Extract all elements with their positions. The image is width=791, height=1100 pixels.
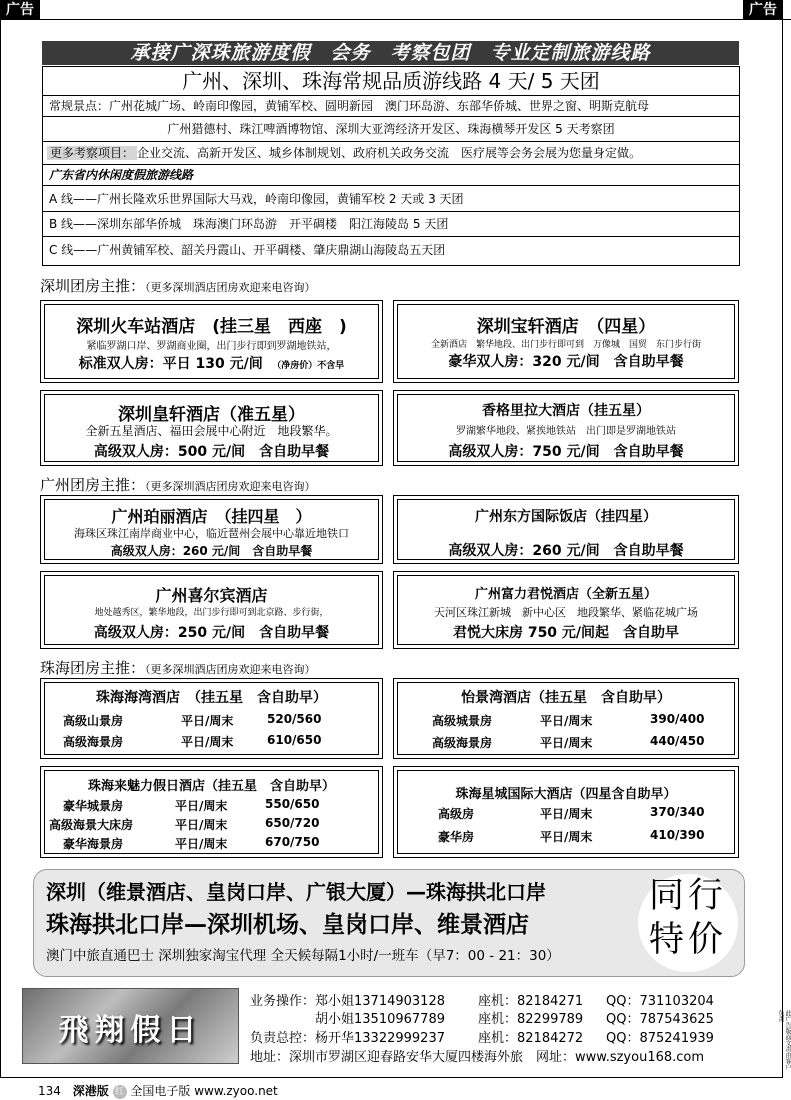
room-days: 平日/周末 bbox=[540, 714, 593, 728]
hotel-card-sz2 bbox=[393, 300, 739, 383]
room-type: 高级山景房 bbox=[63, 714, 124, 728]
contact-role-3: 负责总控：杨开华13322999237 bbox=[250, 1031, 445, 1046]
edition-label: 深港版 bbox=[72, 1084, 109, 1098]
room-price: 410/390 bbox=[650, 828, 705, 842]
badge-line-2: 特价 bbox=[648, 920, 727, 960]
company-logo bbox=[22, 988, 239, 1064]
room-days: 平日/周末 bbox=[175, 837, 228, 851]
hotel-price bbox=[45, 353, 378, 373]
side-disclaimer: 此广告版面文责由客户负责 bbox=[777, 1010, 791, 1070]
hotel-price-text: 标准双人房：平日 130 元/间 bbox=[78, 356, 263, 372]
hotel-name: 广州珀丽酒店 （挂四星 ） bbox=[111, 507, 312, 526]
room-price: 370/340 bbox=[650, 805, 705, 819]
room-price: 550/650 bbox=[265, 797, 320, 811]
room-days: 平日/周末 bbox=[181, 714, 234, 728]
hotel-name: 深圳宝轩酒店 （四星） bbox=[476, 317, 656, 337]
room-price: 650/720 bbox=[265, 816, 320, 830]
promo-detail: 澳门中旅直通巴士 深圳独家淘宝代理 全天候每隔1小时/一班车（早7：00 - 21：30） bbox=[46, 948, 560, 964]
room-type: 高级城景房 bbox=[432, 714, 493, 728]
inspection-tour: 广州猎德村、珠江啤酒博物馆、深圳大亚湾经济开发区、珠海横琴开发区 5 天考察团 bbox=[43, 117, 739, 142]
contact-role-1: 业务操作：郑小姐13714903128 bbox=[250, 994, 445, 1009]
promo-route-2: 珠海拱北口岸—深圳机场、皇岗口岸、维景酒店 bbox=[46, 912, 529, 938]
hotel-price-note: （净房价）不含早 bbox=[276, 361, 345, 371]
page-footer bbox=[38, 1082, 278, 1099]
hotel-desc: 全新酒店 繁华地段、出门步行即可到 万像城 国贸 东门步行街 bbox=[430, 340, 701, 350]
section-title: 珠海团房主推： bbox=[40, 659, 146, 677]
hotel-name: 怡景湾酒店（挂五星 含自助早） bbox=[461, 690, 671, 706]
hotel-name: 香格里拉大酒店（挂五星） bbox=[482, 403, 650, 419]
room-days: 平日/周末 bbox=[540, 830, 593, 844]
room-price: 670/750 bbox=[265, 835, 320, 849]
hotel-card-zh2 bbox=[393, 678, 739, 759]
section-subtitle: （更多深圳酒店团房欢迎来电咨询） bbox=[145, 480, 316, 493]
more-inspection bbox=[43, 142, 739, 165]
badge-line-1: 同行 bbox=[648, 876, 727, 916]
hotel-desc: 紧临罗湖口岸、罗湖商业圈，出门步行即到罗湖地铁站， bbox=[86, 341, 337, 352]
hotel-desc: 天河区珠江新城 新中心区 地段繁华、紧临花城广场 bbox=[434, 606, 698, 619]
room-price: 520/560 bbox=[267, 712, 322, 726]
special-price-badge bbox=[638, 874, 738, 972]
hotel-name: 珠海来魅力假日酒店（挂五星 含自助早） bbox=[87, 779, 335, 794]
more-inspection-text: 企业交流、高新开发区、城乡体制规划、政府机关政务交流 医疗展等会务会展为您量身定做。 bbox=[137, 146, 642, 160]
hotel-price: 高级双人房：260 元/间 含自助早餐 bbox=[448, 543, 684, 559]
room-price: 610/650 bbox=[267, 733, 322, 747]
shuttle-promo bbox=[33, 869, 745, 977]
contact-phone-2: 座机：82299789 bbox=[478, 1012, 584, 1027]
hotel-price: 高级双人房：500 元/间 含自助早餐 bbox=[93, 444, 330, 460]
hotel-name: 深圳皇轩酒店（准五星） bbox=[118, 405, 305, 425]
contact-phone-3: 座机：82184272 bbox=[478, 1031, 584, 1046]
room-type: 豪华城景房 bbox=[63, 799, 124, 813]
hotel-desc: 地处越秀区，繁华地段，出门步行即可到北京路、步行街， bbox=[94, 608, 329, 618]
hotel-card-zh4 bbox=[393, 766, 739, 858]
hotel-price: 高级双人房：250 元/间 含自助早餐 bbox=[93, 625, 330, 641]
tour-info-box bbox=[42, 66, 740, 266]
room-type: 高级房 bbox=[438, 807, 475, 821]
hotel-desc: 罗湖繁华地段、紧挨地铁站 出门即是罗湖地铁站 bbox=[456, 426, 676, 437]
hotel-card-gz3 bbox=[40, 571, 383, 649]
hotel-card-zh3 bbox=[40, 766, 383, 858]
hotel-name: 广州喜尔宾酒店 bbox=[155, 586, 268, 605]
hotel-name: 广州富力君悦酒店（全新五星） bbox=[474, 587, 657, 602]
route-line-a: A 线——广州长隆欢乐世界国际大马戏，岭南印像园，黄铺军校 2 天或 3 天团 bbox=[43, 187, 739, 212]
hotel-name: 深圳火车站酒店 (挂三星 西座 ) bbox=[76, 317, 347, 337]
section-shenzhen bbox=[40, 275, 316, 296]
contact-qq-1: QQ：731103204 bbox=[606, 994, 714, 1009]
page-number: 134 bbox=[38, 1084, 61, 1098]
room-price: 390/400 bbox=[650, 712, 705, 726]
section-guangzhou bbox=[40, 474, 316, 495]
room-days: 平日/周末 bbox=[175, 799, 228, 813]
route-line-b: B 线——深圳东部华侨城 珠海澳门环岛游 开平碉楼 阳江海陵岛 5 天团 bbox=[43, 212, 739, 237]
route-line-c: C 线——广州黄铺军校、韶关丹霞山、开平碉楼、肇庆鼎湖山海陵岛五天团 bbox=[49, 243, 446, 257]
hotel-name: 广州东方国际饭店（挂四星） bbox=[475, 509, 657, 525]
right-rule bbox=[782, 0, 783, 1078]
section-zhuhai bbox=[40, 657, 316, 678]
section-subtitle: （更多深圳酒店团房欢迎来电咨询） bbox=[145, 663, 316, 676]
hotel-name: 珠海星城国际大酒店（四星含自助早） bbox=[455, 787, 677, 802]
hotel-card-gz4 bbox=[393, 571, 739, 649]
contact-address: 地址：深圳市罗湖区迎春路安华大厦四楼海外旅 网址：www.szyou168.com bbox=[250, 1050, 705, 1065]
room-type: 豪华房 bbox=[438, 830, 475, 844]
service-banner: 承接广深珠旅游度假 会务 考察包团 专业定制旅游线路 bbox=[42, 41, 739, 65]
hotel-name: 珠海海湾酒店 （挂五星 含自助早） bbox=[96, 690, 327, 706]
contact-phone-1: 座机：82184271 bbox=[478, 994, 584, 1009]
regular-sights: 常规景点：广州花城广场、岭南印像园，黄铺军校、圆明新园 澳门环岛游、东部华侨城、世界之窗、明斯克航母 bbox=[43, 96, 739, 117]
ad-label-left: 广告 bbox=[0, 0, 40, 20]
website-link[interactable]: 全国电子版 www.zyoo.net bbox=[130, 1084, 278, 1098]
room-days: 平日/周末 bbox=[181, 735, 234, 749]
hotel-card-zh1 bbox=[40, 678, 383, 759]
room-days: 平日/周末 bbox=[540, 736, 593, 750]
top-rule bbox=[0, 19, 791, 20]
room-days: 平日/周末 bbox=[175, 818, 228, 832]
contact-qq-2: QQ：787543625 bbox=[606, 1012, 714, 1027]
left-rule bbox=[0, 0, 1, 1078]
ad-label-right: 广告 bbox=[743, 0, 783, 20]
hotel-desc: 全新五星酒店、福田会展中心附近 地段繁华。 bbox=[85, 424, 338, 438]
room-type: 高级海景房 bbox=[63, 735, 124, 749]
section-title: 深圳团房主推： bbox=[40, 277, 146, 295]
room-days: 平日/周末 bbox=[540, 807, 593, 821]
promo-route-1: 深圳（维景酒店、皇岗口岸、广银大厦）—珠海拱北口岸 bbox=[46, 880, 546, 904]
hotel-price: 君悦大床房 750 元/间起 含自助早 bbox=[452, 625, 680, 641]
bottom-rule bbox=[0, 1077, 783, 1078]
contact-qq-3: QQ：875241939 bbox=[606, 1031, 714, 1046]
logo-text: 飛翔假日 bbox=[58, 1013, 203, 1048]
hotel-card-sz3 bbox=[40, 390, 383, 466]
hotel-card-sz1 bbox=[40, 300, 383, 383]
hotel-card-sz4 bbox=[393, 390, 739, 466]
section-title: 广州团房主推： bbox=[40, 476, 146, 494]
contact-role-2: 胡小姐13510967789 bbox=[250, 1012, 445, 1027]
hotel-price: 高级双人房：260 元/间 含自助早餐 bbox=[110, 544, 313, 558]
hotel-desc: 海珠区珠江南岸商业中心，临近琶州会展中心靠近地铁口 bbox=[74, 527, 349, 540]
tour-headline: 广州、深圳、珠海常规品质游线路 4 天/ 5 天团 bbox=[43, 67, 739, 96]
room-price: 440/450 bbox=[650, 734, 705, 748]
room-type: 豪华海景房 bbox=[63, 837, 124, 851]
more-inspection-label: 更多考察项目： bbox=[47, 146, 137, 160]
hotel-price: 豪华双人房：320 元/间 含自助早餐 bbox=[448, 354, 684, 370]
edition-badge: 红 bbox=[113, 1085, 127, 1099]
hotel-card-gz2 bbox=[393, 495, 739, 564]
leisure-title: 广东省内休闲度假旅游线路 bbox=[43, 165, 739, 186]
room-type: 高级海景房 bbox=[432, 736, 493, 750]
room-type: 高级海景大床房 bbox=[49, 818, 134, 832]
section-subtitle: （更多深圳酒店团房欢迎来电咨询） bbox=[145, 281, 316, 294]
hotel-card-gz1 bbox=[40, 495, 383, 564]
hotel-price: 高级双人房：750 元/间 含自助早餐 bbox=[448, 444, 684, 460]
